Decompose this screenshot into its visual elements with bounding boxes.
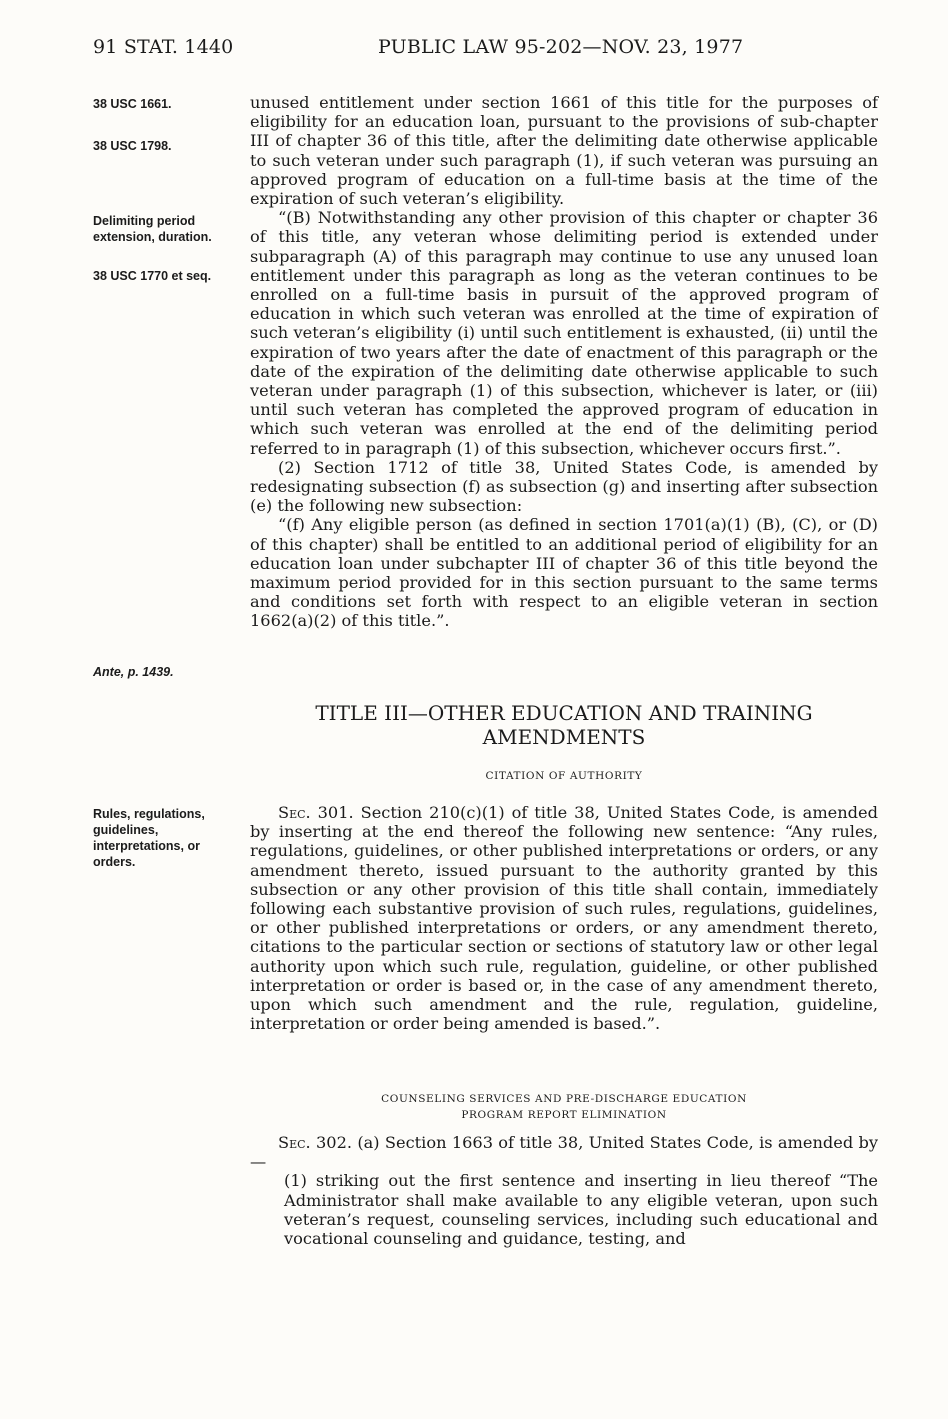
section-302 [250,1133,878,1171]
margin-note-ante: Ante, p. 1439. [93,665,174,679]
public-law-header: PUBLIC LAW 95-202—NOV. 23, 1977 [378,36,744,58]
margin-note-38-usc-1798: 38 USC 1798. [93,139,172,153]
section-302-text: (a) Section 1663 of title 38, United States Code, is amended by— [250,1133,878,1172]
paragraph-continuation: unused entitlement under section 1661 of this title for the purposes of eligibility for an education loan, pursuant to the provisions of sub-chapter III of chapter 36 of this title, after the delimiting date otherwise applicable to such veteran under such paragraph (1), if such veteran was pursuing an approved program of education on a full-time basis at the time of the expiration of such veteran’s eligibility. [250,93,878,209]
paragraph-b: “(B) Notwithstanding any other provision of this chapter or chapter 36 of this title, any veteran whose delimiting period is extended under subparagraph (A) of this paragraph may continue to use any unused loan entitlement under this paragraph as long as the veteran continues to be enrolled on a full-time basis in pursuit of the approved program of education in which such veteran was enrolled at the time of expiration of such veteran’s eligibility (i) until such entitlement is exhausted, (ii) until the expiration of two years after the date of enactment of this paragraph or the date of the expiration of the delimiting date otherwise applicable to such veteran under paragraph (1) of this subsection, whichever is later, or (iii) until such veteran has completed the approved program of education in which such veteran was enrolled at the end of the delimiting period referred to in paragraph (1) of this subsection, whichever occurs first.”. [250,208,878,458]
counseling-heading [250,1091,878,1123]
paragraph-2: (2) Section 1712 of title 38, United States Code, is amended by redesignating subsection (f) as subsection (g) and inserting after subsection (e) the following new subsection: [250,457,878,516]
section-301 [250,803,878,1033]
margin-note-38-usc-1770: 38 USC 1770 et seq. [93,269,212,283]
main-text-block-sec-301 [250,803,878,1033]
counseling-heading-line-2: PROGRAM REPORT ELIMINATION [461,1109,667,1121]
section-301-text: Section 210(c)(1) of title 38, United States Code, is amended by inserting at the end thereof the following new sentence: “Any rules, regulations, guidelines, or other published interpretations or orders, or any amendment thereto, issued pursuant to the authority granted by this subsection or any other provision of this title shall contain, immediately following each substantive provision of such rules, regulations, guidelines, or other published interpretations or orders, or any amendment thereto, citations to the particular section or sections of statutory law or other legal authority upon which such rule, regulation, guideline, or other published interpretation or order is based or, in the case of any amendment thereto, upon which such amendment and the rule, regulation, guideline, interpretation or order being amended is based.”. [250,803,878,1034]
stat-reference: 91 STAT. 1440 [93,36,234,58]
citation-of-authority-heading: CITATION OF AUTHORITY [485,770,643,782]
margin-note-38-usc-1661: 38 USC 1661. [93,97,172,111]
margin-note-delimiting-period: Delimiting period extension, duration. [93,214,212,244]
section-301-label: Sec. 301. [278,803,354,822]
main-text-block-sec-302 [250,1133,878,1248]
section-302-item-1: (1) striking out the first sentence and inserting in lieu thereof “The Administrator shall make available to any eligible veteran, upon such veteran’s request, counseling services, including such educational and vocational counseling and guidance, testing, and [284,1171,878,1249]
title-iii-heading [250,701,878,749]
main-text-block-1 [250,93,878,631]
counseling-heading-line-1: COUNSELING SERVICES AND PRE-DISCHARGE EDUCATION [381,1093,747,1105]
title-iii-line-1: TITLE III—OTHER EDUCATION AND TRAINING [315,701,813,725]
section-302-label: Sec. 302. [278,1133,353,1152]
paragraph-f: “(f) Any eligible person (as defined in section 1701(a)(1) (B), (C), or (D) of this chapter) shall be entitled to an additional period of eligibility for an education loan under subchapter III of chapter 36 of this title beyond the maximum period provided for in this section pursuant to the same terms and conditions set forth with respect to an eligible veteran in section 1662(a)(2) of this title.”. [250,515,878,631]
title-iii-line-2: AMENDMENTS [482,725,646,749]
margin-note-rules: Rules, regulations, guidelines, interpretations, or orders. [93,807,205,869]
